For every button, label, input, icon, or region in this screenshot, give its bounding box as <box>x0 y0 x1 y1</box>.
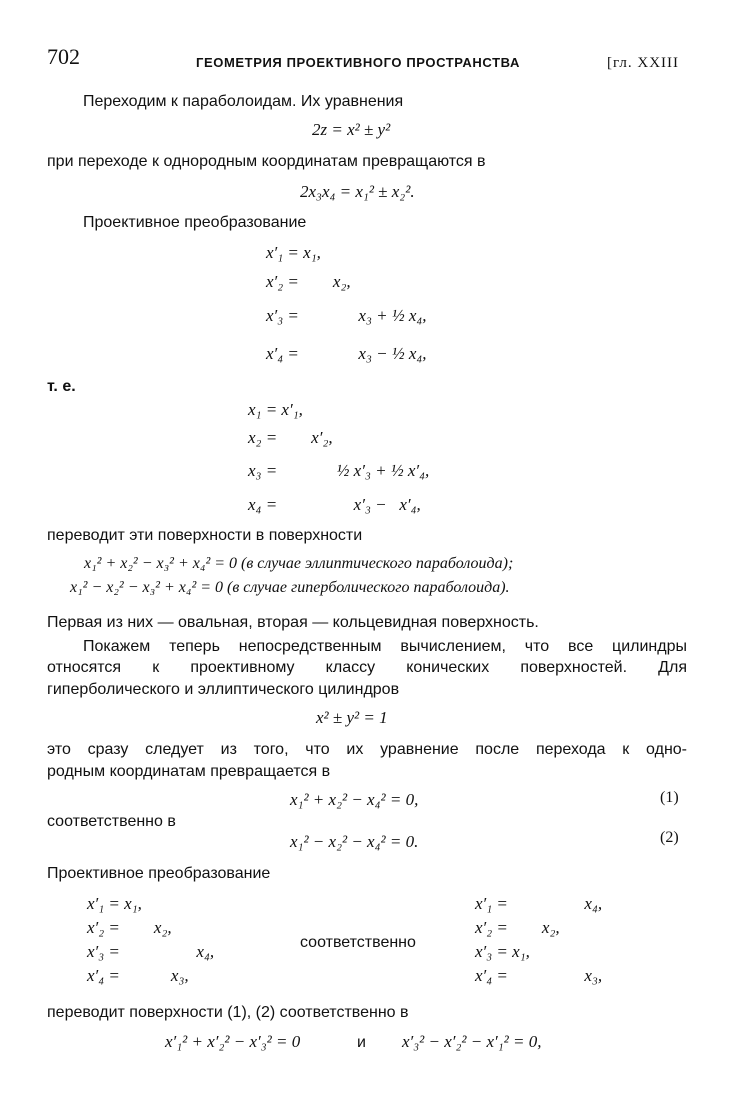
cylinder-transform-left-row: x′₁ = x₁, <box>87 894 142 913</box>
transform-row: x′₂ = x₂, <box>266 272 351 291</box>
paragraph-oval-ring: Первая из них — овальная, вторая — кольцевидная поверхность. <box>47 614 539 631</box>
cylinder-transform-right-row: x′₃ = x₁, <box>475 942 530 961</box>
paragraph-respectively: соответственно в <box>47 813 176 830</box>
paragraph-follows-line: это сразу следует из того, что их уравнение после перехода к одно- <box>47 741 687 758</box>
equation-2: x₁² − x₂² − x₄² = 0. <box>290 832 419 851</box>
paragraph-transform-intro: Проективное преобразование <box>83 214 307 231</box>
equation-1: x₁² + x₂² − x₄² = 0, <box>290 790 419 809</box>
transform-row: x′₃ = x₃ + ½ x₄, <box>266 306 427 325</box>
paragraph-cylinders-line: гиперболического и эллиптического цилиндров <box>47 681 400 698</box>
cylinder-transform-right-row: x′₂ = x₂, <box>475 918 560 937</box>
ie-label: т. е. <box>47 378 76 395</box>
equation-number-1: (1) <box>660 789 679 806</box>
cylinder-transform-right-row: x′₁ = x₄, <box>475 894 603 913</box>
paragraph-transform-intro-2: Проективное преобразование <box>47 865 271 882</box>
cylinder-transform-right-row: x′₄ = x₃, <box>475 966 603 985</box>
cylinder-transform-left-row: x′₃ = x₄, <box>87 942 215 961</box>
page-number: 702 <box>47 44 80 69</box>
transform-row: x′₄ = x₃ − ½ x₄, <box>266 344 427 363</box>
respectively-label: соответственно <box>300 934 416 951</box>
cylinder-transform-left-row: x′₄ = x₃, <box>87 966 189 985</box>
inverse-transform-row: x₄ = x′₃ − x′₄, <box>248 495 421 514</box>
inverse-transform-row: x₂ = x′₂, <box>248 428 333 447</box>
inverse-transform-row: x₁ = x′₁, <box>248 400 303 419</box>
paragraph-homogeneous: при переходе к однородным координатам превращаются в <box>47 153 486 170</box>
paragraph-cylinders-line: Покажем теперь непосредственным вычислением, что все цилиндры <box>83 638 687 655</box>
equation-hyperbolic-paraboloid: x₁² − x₂² − x₃² + x₄² = 0 (в случае гиперболического параболоида). <box>70 579 510 596</box>
equation-paraboloid: 2z = x² ± y² <box>312 120 391 139</box>
equation-cylinder: x² ± y² = 1 <box>316 708 388 727</box>
inverse-transform-row: x₃ = ½ x′₃ + ½ x′₄, <box>248 461 430 480</box>
transform-row: x′₁ = x₁, <box>266 243 321 262</box>
conjunction-and: и <box>357 1034 366 1051</box>
paragraph-cylinders-line: относятся к проективному классу конических поверхностей. Для <box>47 659 687 676</box>
cylinder-transform-left-row: x′₂ = x₂, <box>87 918 172 937</box>
chapter-label: [гл. XXIII <box>607 55 680 71</box>
paragraph-follows-line: родным координатам превращается в <box>47 763 331 780</box>
equation-number-2: (2) <box>660 829 679 846</box>
equation-elliptic-paraboloid: x₁² + x₂² − x₃² + x₄² = 0 (в случае эллиптического параболоида); <box>84 555 514 572</box>
equation-final-2: x′₃² − x′₂² − x′₁² = 0, <box>402 1032 542 1051</box>
paragraph-paraboloids: Переходим к параболоидам. Их уравнения <box>83 93 404 110</box>
paragraph-maps-cylinders: переводит поверхности (1), (2) соответственно в <box>47 1004 409 1021</box>
running-title: ГЕОМЕТРИЯ ПРОЕКТИВНОГО ПРОСТРАНСТВА <box>196 55 520 70</box>
equation-homogeneous: 2x₃x₄ = x₁² ± x₂². <box>300 182 415 201</box>
equation-final-1: x′₁² + x′₂² − x′₃² = 0 <box>165 1032 301 1051</box>
paragraph-maps-surfaces: переводит эти поверхности в поверхности <box>47 527 363 544</box>
